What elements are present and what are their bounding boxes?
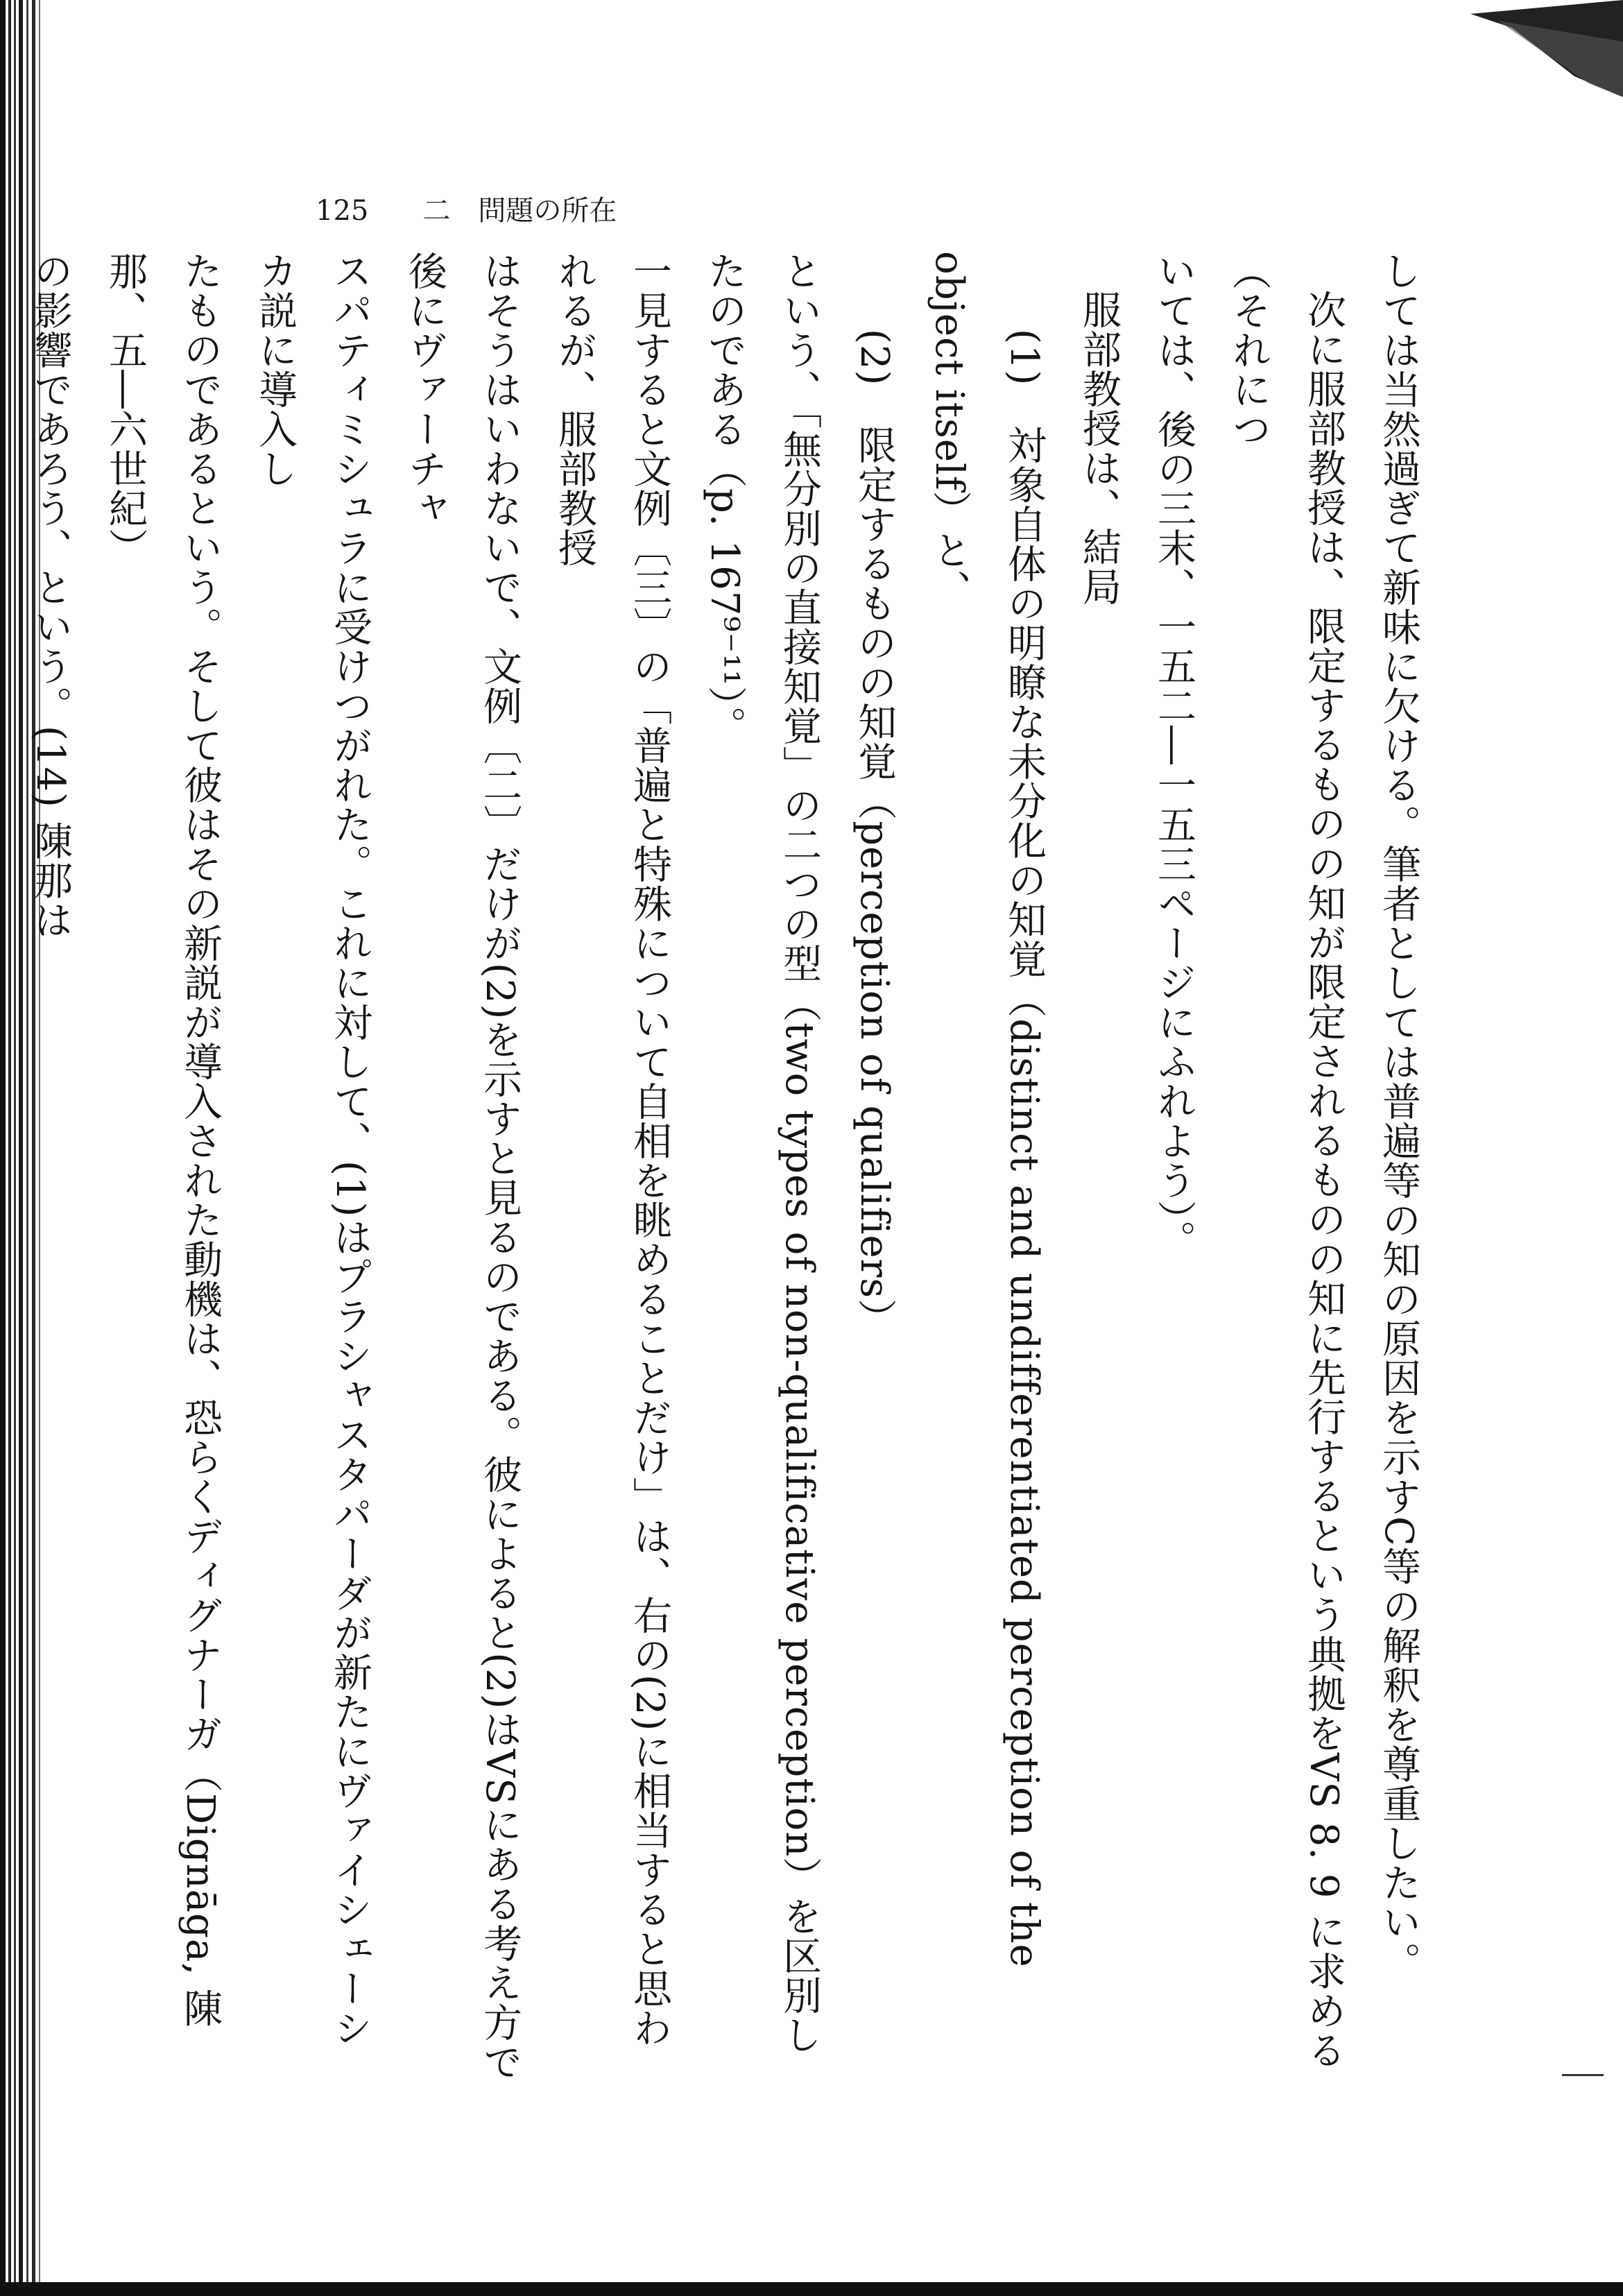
section-title: 二 問題の所在 [422,195,617,227]
text-line: スパティミシュラに受けつがれた。これに対して、(1)はプラシャスタパーダが新たにヴァイシェーシカ説に導入し [252,251,372,2048]
page-number: 125 [316,195,369,227]
scan-bottom-edge [0,2282,1623,2296]
text-line: という、「無分別の直接知覚」の二つの型（two types of non-qualificative perception）を区別したのである（p. 167⁹⁻¹¹）。 [702,251,822,2055]
text-line: 服部教授は、結局 [1076,290,1122,606]
running-header [316,189,617,228]
text-line: はそうはいわないで、文例〔二〕だけが(2)を示すと見るのである。彼によると(2)はVSにある考え方で後にヴァーチャ [402,251,522,2082]
page-corner-shadow [1470,0,1623,97]
text-line: (2) 限定するものの知覚（perception of qualifiers） [852,329,897,1339]
text-line: いては、後の三末、一五二―一五三ページにふれよう）。 [1151,251,1196,1260]
text-line: 一見すると文例〔三〕の「普遍と特殊について自相を眺めることだけ」は、右の(2)に相当すると思われるが、服部教授 [552,251,672,2048]
margin-mark [1562,2074,1604,2076]
text-line: 次に服部教授は、限定するものの知が限定されるものの知に先行するという典拠をVS 8. 9 に求める（それにつ [1226,251,1346,2071]
text-line: の影響であろう、という。(14) 陳那は [28,251,73,940]
text-line: たものであるという。そして彼はその新説が導入された動機は、恐らくディグナーガ（Dignāga, 陳那、五―六世紀） [103,251,223,2028]
text-line: (1) 対象自体の明瞭な未分化の知覚（distinct and undifferentiated perception of the object itself）と、 [927,251,1047,1968]
text-line: しては当然過ぎて新味に欠ける。筆者としては普遍等の知の原因を示すC等の解釈を尊重したい。 [1376,251,1421,1982]
vertical-body-text [28,251,1436,2082]
text-line [0,251,12,2082]
